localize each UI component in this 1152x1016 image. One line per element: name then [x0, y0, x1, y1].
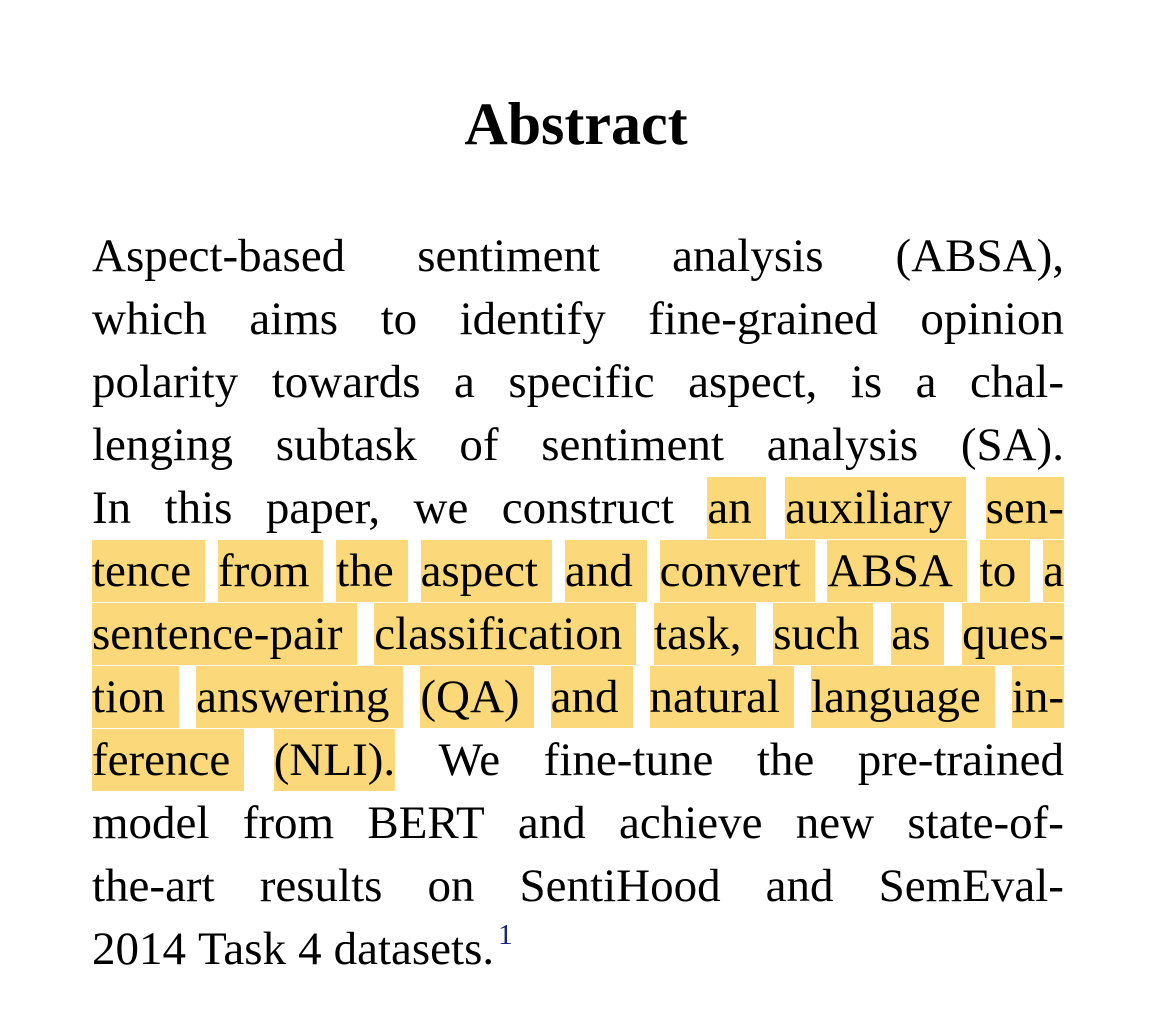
footnote-marker[interactable]: 1: [498, 919, 513, 951]
abstract-line: In this paper, we construct an auxiliary sen-: [92, 477, 1064, 539]
abstract-heading: Abstract: [464, 91, 688, 157]
abstract-line: ference (NLI). We fine-tune the pre-trained: [92, 729, 1064, 791]
abstract-line: tence from the aspect and convert ABSA to a: [92, 540, 1064, 602]
abstract-line: the-art results on SentiHood and SemEval-: [92, 860, 1064, 912]
abstract-line: polarity towards a specific aspect, is a chal-: [92, 356, 1064, 408]
abstract-line: 2014 Task 4 datasets. 1: [92, 918, 1064, 980]
abstract-line: which aims to identify fine-grained opinion: [92, 293, 1064, 345]
abstract-line: tion answering (QA) and natural language in-: [92, 666, 1064, 728]
abstract-line: lenging subtask of sentiment analysis (SA).: [92, 419, 1064, 471]
abstract-line: model from BERT and achieve new state-of-: [92, 797, 1064, 849]
abstract-line: sentence-pair classification task, such as ques-: [92, 603, 1064, 665]
abstract-line: Aspect-based sentiment analysis (ABSA),: [92, 230, 1064, 282]
